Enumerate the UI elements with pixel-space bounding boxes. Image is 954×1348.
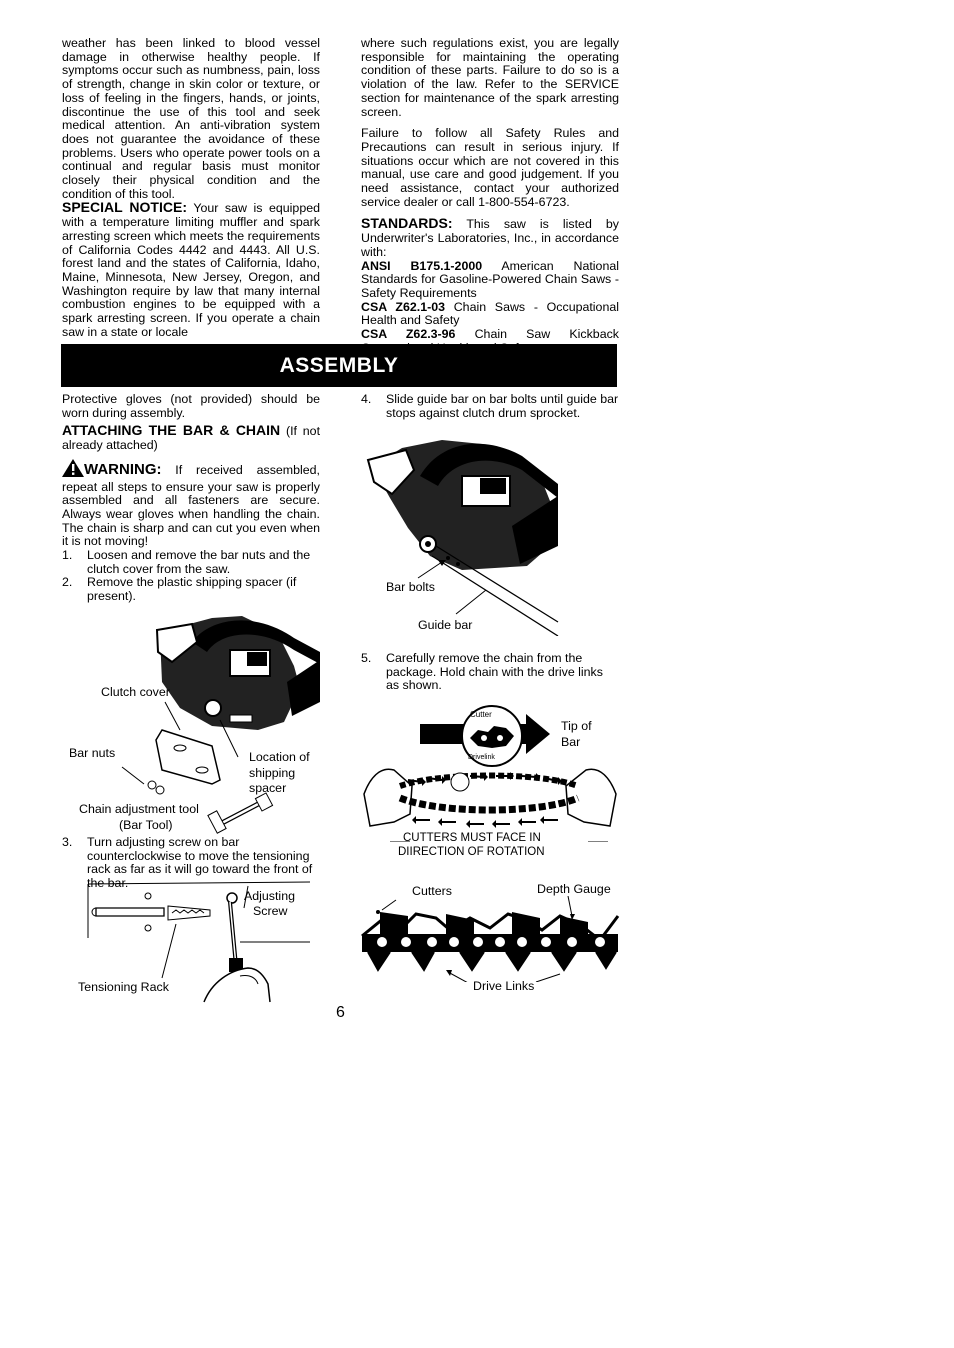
vibration-paragraph: weather has been linked to blood vessel damage in otherwise healthy people. If symptoms occur such as numbness, pain, loss of strength, change in skin color or texture, or loss of feeling in the fingers, hands, or joints, discontinue the use of this tool and seek medical attention. An anti-vibration system does not guarantee the avoidance of these problems. Users who operate power tools on a continual and regular basis must monitor closely their physical condition and the condition of this tool. — [62, 36, 320, 201]
tip-of-bar-label-2: Bar — [561, 735, 581, 749]
attach-label: ATTACHING THE BAR & CHAIN — [62, 422, 281, 439]
drive-links-label: Drive Links — [473, 979, 535, 993]
cutters-caption-1: CUTTERS MUST FACE IN — [403, 832, 541, 844]
location-label-2: shipping — [249, 766, 296, 780]
location-label-3: spacer — [249, 781, 287, 795]
ansi-text: American National Standards for Gasoline-Powered Chain Saws - Safety Requirements — [361, 258, 619, 300]
clutch-cover-label: Clutch cover — [101, 685, 170, 699]
warning-paragraph — [62, 459, 320, 549]
warning-label: WARNING: — [84, 460, 162, 478]
tip-of-bar-label-1: Tip of — [561, 719, 592, 733]
safety-rules-paragraph: Failure to follow all Safety Rules and Precautions can result in serious injury. If situations occur which are not covered in this manual, use care and good judgement. If you need assistance, contact your authorized service dealer or call 1-800-554-6723. — [361, 126, 619, 209]
bar-tool-label-1: Chain adjustment tool — [79, 802, 199, 816]
standards-label: STANDARDS: — [361, 215, 453, 232]
csa2-label: CSA Z62.3-96 — [361, 327, 456, 342]
csa2-text: Chain Saw Kickback — [474, 327, 619, 342]
step-4-block — [361, 393, 619, 420]
warning-text: If received assembled, repeat all steps to ensure your saw is properly assembled and all fasteners are secure. Always wear gloves when handling the chain. The chain is sharp and can cut you even when it is not moving! — [62, 462, 320, 549]
drivelink-inset-label: Drivelink — [468, 754, 495, 761]
bar-bolts-label: Bar bolts — [386, 580, 435, 594]
step-5: 5. Carefully remove the chain from the package. Hold chain with the drive links as shown. — [361, 651, 603, 693]
warning-triangle-icon — [62, 459, 84, 481]
bar-nuts-label: Bar nuts — [69, 746, 116, 760]
tensioning-rack-label: Tensioning Rack — [78, 980, 169, 994]
special-notice-paragraph — [62, 201, 320, 339]
special-notice-text: Your saw is equipped with a temperature limiting muffler and spark arresting screen which meets the requirements of California Codes 4442 and 4443. All U.S. forest land and the states of California, Idaho, Maine, Minnesota, New Jersey, Oregon, and Washington require by law that many internal combustion engines to be equipped with a spark arresting screen. If you operate a chain saw in a state or locale — [62, 201, 320, 339]
attach-note: (If not already attached) — [62, 424, 321, 453]
cutters-caption-2: DIIRECTION OF ROTATION — [398, 846, 545, 858]
step-5-block — [361, 652, 619, 693]
ansi-label: ANSI B175.1-2000 — [361, 258, 483, 273]
cutters-label: Cutters — [412, 884, 452, 898]
step-4: 4. Slide guide bar on bar bolts until guide bar stops against clutch drum sprocket. — [361, 392, 619, 420]
left-column-top — [62, 37, 320, 339]
right-column-top — [361, 37, 619, 355]
assembly-banner — [61, 344, 617, 387]
depth-gauge-label: Depth Gauge — [537, 882, 611, 896]
special-notice-label: SPECIAL NOTICE: — [62, 199, 187, 216]
csa1-label: CSA Z62.1-03 — [361, 299, 446, 314]
regulations-paragraph: where such regulations exist, you are legally responsible for maintaining the operating condition of these parts. Failure to do so is a violation of the law. Refer to the SERVICE section for maintenance of the spark arresting screen. — [361, 36, 619, 119]
ansi-standard — [361, 260, 619, 301]
step-1: 1. Loosen and remove the bar nuts and the clutch cover from the saw. — [62, 548, 311, 576]
adjusting-label-2: Screw — [253, 904, 288, 918]
step-3: 3. Turn adjusting screw on bar counterclockwise to move the tensioning rack as far as it will go toward the front of the bar. — [62, 835, 313, 891]
cutter-inset-label: Cutter — [470, 710, 492, 719]
standards-text: This saw is listed by Underwriter's Laboratories, Inc., in accordance with: — [361, 217, 619, 259]
left-assembly-text — [62, 393, 320, 604]
page-number: 6 — [336, 1004, 345, 1021]
steps-list-left — [62, 549, 320, 604]
location-label-1: Location of — [249, 750, 310, 764]
step-2: 2. Remove the plastic shipping spacer (if present). — [62, 575, 297, 604]
assembly-title: ASSEMBLY — [279, 354, 399, 377]
standards-paragraph — [361, 217, 619, 259]
chain-parts-figure — [360, 896, 622, 982]
csa1-text: Chain Saws - Occupational Health and Safety — [361, 299, 619, 328]
attach-heading — [62, 424, 320, 452]
gloves-paragraph: Protective gloves (not provided) should be worn during assembly. — [62, 392, 320, 420]
guide-bar-figure — [362, 436, 562, 636]
guide-bar-label: Guide bar — [418, 618, 473, 632]
adjusting-label-1: Adjusting — [244, 889, 295, 903]
bar-tool-label-2: (Bar Tool) — [119, 818, 173, 832]
csa1-standard — [361, 301, 619, 328]
